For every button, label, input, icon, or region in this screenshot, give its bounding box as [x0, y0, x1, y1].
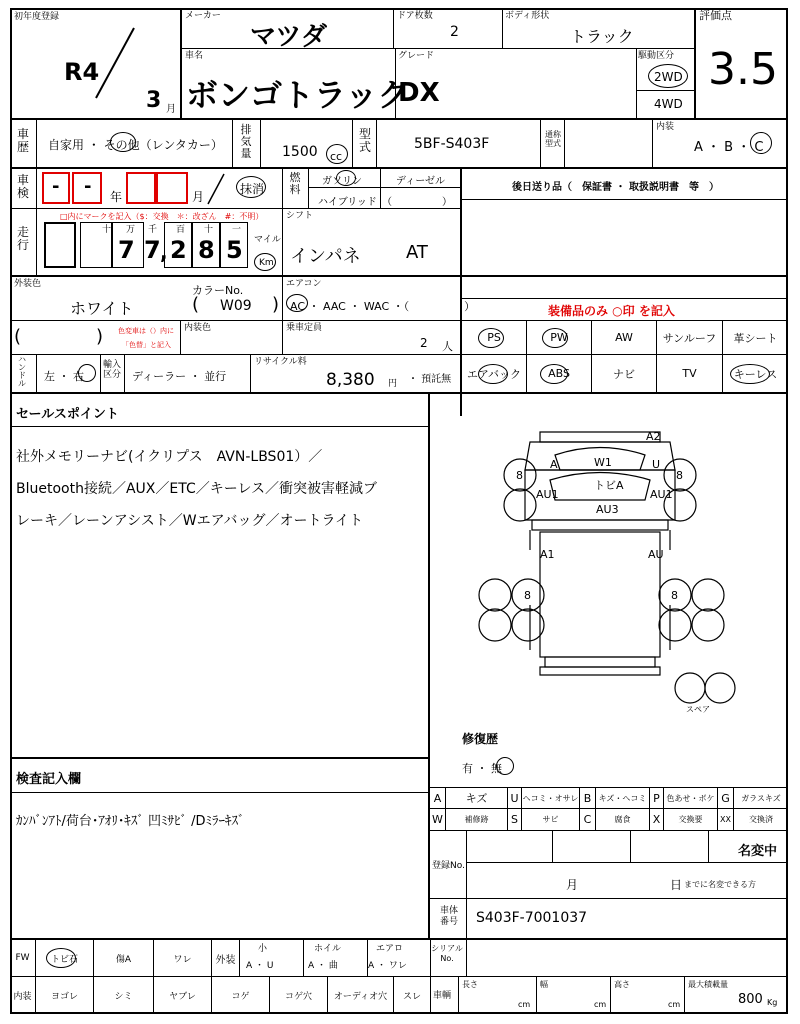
insp-none-circle	[236, 176, 266, 198]
first-reg-era: R4	[64, 58, 100, 86]
equip-keyless: キーレス	[733, 367, 778, 381]
int-stain: シミ	[94, 977, 154, 1014]
color-no-label: カラーNo.	[192, 284, 244, 297]
aircon: AC ・ AAC ・ WAC ・（ ）	[290, 300, 476, 313]
unit-man: 万	[126, 225, 136, 235]
equipment-header: 装備品のみ ○印 を記入	[548, 304, 675, 318]
body-label: ボディ形状	[505, 11, 550, 21]
shift-type: インパネ	[290, 246, 361, 267]
capacity-label: 乗車定員	[286, 323, 323, 333]
legend-u-desc: ヘコミ・オサレ	[522, 788, 580, 808]
recycle: 8,380	[326, 370, 375, 390]
recycle-deposit: ・ 預託無	[408, 374, 452, 385]
color-change-note-2: 「色替」と記入	[122, 341, 171, 349]
unit-hyaku: 百	[176, 225, 186, 235]
unit-sen: 千	[148, 225, 158, 235]
insp-dash1: -	[52, 176, 60, 197]
history-value: 自家用 ・ その他（レンタカー）	[48, 138, 223, 152]
ext-color: ホワイト	[70, 299, 134, 318]
sales-line-1: 社外メモリーナビ(イクリプス AVN-LBS01）／	[16, 449, 323, 465]
first-reg-label: 初年度登録	[14, 12, 60, 22]
mark-au3: AU3	[596, 503, 619, 516]
inspection-label: 車検	[16, 173, 29, 200]
equip-keyless-circle	[730, 364, 770, 384]
equipment-row-1	[462, 321, 788, 354]
height-cm: cm	[668, 1000, 681, 1009]
drive-2wd-circle	[648, 64, 688, 88]
fw-tobi-circle	[46, 948, 76, 968]
equip-ps: PS	[462, 321, 527, 354]
legend-c-desc: 腐食	[596, 809, 650, 830]
int-burn-hole: コゲ穴	[270, 977, 328, 1014]
legend-w-desc: 補修跡	[446, 809, 508, 830]
equip-pw: PW	[527, 321, 592, 354]
equip-airbag: エアバック	[462, 355, 527, 392]
legend-row-1	[430, 788, 788, 808]
aircon-ac-circle	[286, 294, 308, 312]
km-circle	[254, 253, 276, 271]
fw-crack: ワレ	[154, 940, 212, 976]
mark-tobi-a: トビA	[594, 479, 624, 492]
insp-box-3	[126, 172, 156, 204]
recycle-yen: 円	[388, 379, 398, 389]
max-load-label: 最大積載量	[688, 980, 728, 989]
repair-none-circle	[496, 757, 514, 775]
int-audio-hole: オーディオ穴	[328, 977, 394, 1014]
fuel-hybrid: ハイブリッド	[318, 197, 377, 208]
int-tear: ヤブレ	[154, 977, 212, 1014]
history-other-circle	[110, 132, 136, 152]
first-reg-slash	[90, 26, 140, 100]
inspection-title: 検査記入欄	[16, 772, 82, 787]
equip-pw-circle	[542, 328, 568, 348]
odometer-comma: ,	[160, 240, 168, 264]
serial-label: シリアルNo.	[431, 944, 463, 963]
int-wear: スレ	[402, 992, 421, 1002]
drive-4wd: 4WD	[654, 97, 683, 111]
fuel-gasoline: ガソリン	[322, 176, 362, 187]
doors-label: ドア枚数	[397, 11, 433, 21]
sales-points-title: セールスポイント	[16, 407, 119, 422]
width-cm: cm	[594, 1000, 607, 1009]
reg-month: 月	[566, 878, 579, 892]
mark-a2: A2	[646, 430, 661, 443]
legend-x-desc: 交換要	[664, 809, 718, 830]
mileage-km: Km	[259, 258, 274, 268]
equip-tv: TV	[657, 355, 723, 392]
fuel-gasoline-circle	[336, 170, 356, 186]
sales-line-3: レーキ／レーンアシスト／Wエアバッグ／オートライト	[16, 513, 364, 529]
reg-day: 日	[670, 878, 683, 892]
insp-slash	[204, 172, 228, 206]
month-suffix: 月	[166, 104, 176, 115]
legend-g-desc: ガラスキズ	[741, 793, 781, 803]
odometer-digit-3: 2	[170, 236, 187, 264]
legend-g-code: G	[718, 788, 734, 808]
int-dirt: ヨゴレ	[36, 977, 94, 1014]
chassis-label: 車体番号	[439, 906, 458, 927]
reg-deadline: までに名変できる方	[684, 880, 756, 889]
mark-au1-right: AU1	[650, 488, 673, 501]
color-no: W09	[220, 298, 252, 314]
int-label: 内装	[10, 977, 36, 1014]
mark-u: U	[652, 458, 661, 471]
length-label: 長さ	[462, 980, 478, 989]
repair-value: 有 ・ 無	[462, 762, 502, 775]
fw-tobi-ishi: トビ石	[36, 940, 94, 976]
wheel-label: ホイル	[314, 944, 342, 954]
length-cm: cm	[518, 1000, 531, 1009]
small-vals: A ・ U	[246, 961, 274, 971]
common-model-label: 通称型式	[545, 130, 561, 148]
insp-dash2: -	[84, 176, 92, 197]
equip-sunroof: サンルーフ	[657, 321, 723, 354]
legend-s-desc: サビ	[522, 809, 580, 830]
mark-au1-left: AU1	[536, 488, 559, 501]
fuel-paren: （ ）	[382, 197, 452, 208]
insp-year: 年	[110, 190, 123, 204]
displacement: 1500	[282, 144, 318, 160]
unit-ichi: 一	[232, 225, 242, 235]
spare-label: スペア	[686, 705, 710, 714]
odometer-digit-5: 5	[226, 236, 243, 264]
shift-label: シフト	[286, 211, 314, 221]
score-label: 評価点	[699, 9, 732, 22]
equip-ps-circle	[478, 328, 504, 348]
repair-label: 修復歴	[462, 732, 499, 746]
legend-p-desc: 色あせ・ボケ	[664, 788, 718, 808]
int-color-label: 内装色	[184, 323, 212, 333]
maker-label: メーカー	[185, 11, 221, 21]
aero-label: エアロ	[376, 944, 404, 954]
grade-label: グレード	[398, 51, 435, 61]
insp-box-4	[156, 172, 188, 204]
cc-circle	[326, 144, 348, 164]
maker: マツダ	[250, 22, 327, 52]
history-label: 車歴	[16, 127, 29, 154]
equip-leather: 革シート	[733, 331, 778, 345]
legend-s-code: S	[508, 809, 522, 830]
interior-c-circle	[750, 132, 772, 154]
int-burn: コゲ	[212, 977, 270, 1014]
recycle-label: リサイクル料	[254, 357, 307, 367]
import-value: ディーラー ・ 並行	[132, 370, 227, 383]
color-change-note-1: 色変車は（）内に	[118, 327, 174, 335]
first-reg-month: 3	[146, 88, 162, 113]
bottom-int-row	[10, 977, 430, 1014]
width-label: 幅	[540, 980, 548, 989]
dims-label: 車輌	[433, 991, 452, 1001]
odometer-digit-2: 7	[144, 236, 161, 264]
mileage-note: □内にマークを記入（$：交換 ＊：改ざん #：不明）	[60, 212, 264, 221]
odometer-digit-4: 8	[198, 236, 215, 264]
equip-airbag-circle	[478, 364, 508, 384]
mark-a1: A1	[540, 548, 555, 561]
wheel-vals: A ・ 曲	[308, 961, 338, 971]
fw-label: FW	[10, 940, 36, 976]
mark-a: A	[550, 458, 558, 471]
ext-color-paren-open: (	[14, 326, 22, 347]
score: 3.5	[708, 44, 778, 95]
unit-juu: 十	[204, 225, 214, 235]
odometer-digit-1: 7	[118, 236, 135, 264]
legend-x-code: X	[650, 809, 664, 830]
model-code-label: 型式	[358, 127, 371, 154]
legend-p-code: P	[650, 788, 664, 808]
displacement-cc: cc	[330, 150, 343, 163]
mark-au: AU	[648, 548, 664, 561]
aircon-label: エアコン	[286, 279, 322, 289]
ext-color-paren-close: )	[96, 326, 104, 347]
grade: DX	[398, 78, 440, 108]
import-label: 輸入区分	[103, 360, 122, 380]
legend-row-2	[430, 809, 788, 830]
equip-aw: AW	[592, 321, 657, 354]
doors: 2	[450, 24, 459, 40]
capacity-unit: 人	[442, 340, 453, 353]
equip-abs: ABS	[527, 355, 592, 392]
tire-num-fl: 8	[516, 469, 523, 482]
legend-w-code: W	[430, 809, 446, 830]
color-no-paren-close: )	[272, 294, 280, 315]
legend-a-code: A	[430, 788, 446, 808]
shift-value: AT	[406, 242, 428, 263]
color-no-paren-open: (	[192, 294, 200, 315]
equip-navi: ナビ	[592, 355, 657, 392]
name-change: 名変中	[738, 844, 778, 859]
handle-label: ハンドル	[18, 355, 26, 388]
max-load: 800	[738, 992, 763, 1007]
model-name-label: 車名	[185, 51, 204, 61]
body: トラック	[570, 27, 634, 46]
legend-c-code: C	[580, 809, 596, 830]
height-label: 高さ	[614, 980, 630, 989]
drive-2wd: 2WD	[654, 70, 683, 84]
legend-xx-desc: 交換済	[749, 815, 773, 824]
capacity: 2	[420, 336, 428, 350]
insp-none: 抹消	[240, 182, 265, 196]
drive-label: 駆動区分	[638, 51, 675, 61]
model-name: ボンゴトラック	[186, 76, 410, 114]
handle-value: 左 ・ 右	[44, 370, 84, 383]
insp-month: 月	[192, 190, 205, 204]
small-label: 小	[258, 944, 268, 954]
mileage-mile: マイル	[254, 235, 281, 245]
fuel-label: 燃料	[289, 171, 301, 196]
fuel-diesel: ディーゼル	[396, 176, 445, 187]
legend-b-desc: キズ・ヘコミ	[596, 788, 650, 808]
model-code: 5BF-S403F	[414, 136, 490, 152]
fw-scratch-a: 傷A	[94, 940, 154, 976]
mileage-label: 走行	[16, 225, 29, 252]
legend-a-desc: キズ	[446, 788, 508, 808]
max-load-kg: Kg	[767, 998, 778, 1007]
legend-b-code: B	[580, 788, 596, 808]
inspection-text: ｶﾝﾊﾞﾝｱﾄ/荷台･ｱｵﾘ･ｷｽﾞ 凹ﾐｻﾋﾞ /Dﾐﾗｰｷｽﾞ	[16, 814, 245, 829]
legend-u-code: U	[508, 788, 522, 808]
tire-num-rl: 8	[524, 589, 531, 602]
unit-10man: 十	[102, 225, 112, 235]
legend-xx-code: XX	[718, 809, 734, 830]
displacement-label: 排気量	[240, 123, 252, 160]
handle-right-circle	[78, 364, 96, 382]
aero-vals: A ・ ワレ	[368, 961, 407, 971]
exterior-label: 外装	[212, 940, 240, 976]
registration-label: 登録No.	[432, 861, 465, 871]
later-docs: 後日送り品（ 保証書 ・ 取扱説明書 等 ）	[512, 182, 719, 193]
odometer-digit-box-1	[44, 222, 76, 268]
sales-line-2: Bluetooth接続／AUX／ETC／キーレス／衝突被害軽減ブ	[16, 481, 378, 497]
interior: A ・ B ・ C	[694, 140, 764, 155]
tire-num-rr: 8	[671, 589, 678, 602]
equip-abs-circle	[540, 364, 568, 384]
tire-num-fr: 8	[676, 469, 683, 482]
chassis: S403F-7001037	[476, 910, 588, 926]
interior-label: 内装	[656, 122, 675, 132]
mark-w1: W1	[594, 456, 612, 469]
ext-color-label: 外装色	[14, 279, 42, 289]
